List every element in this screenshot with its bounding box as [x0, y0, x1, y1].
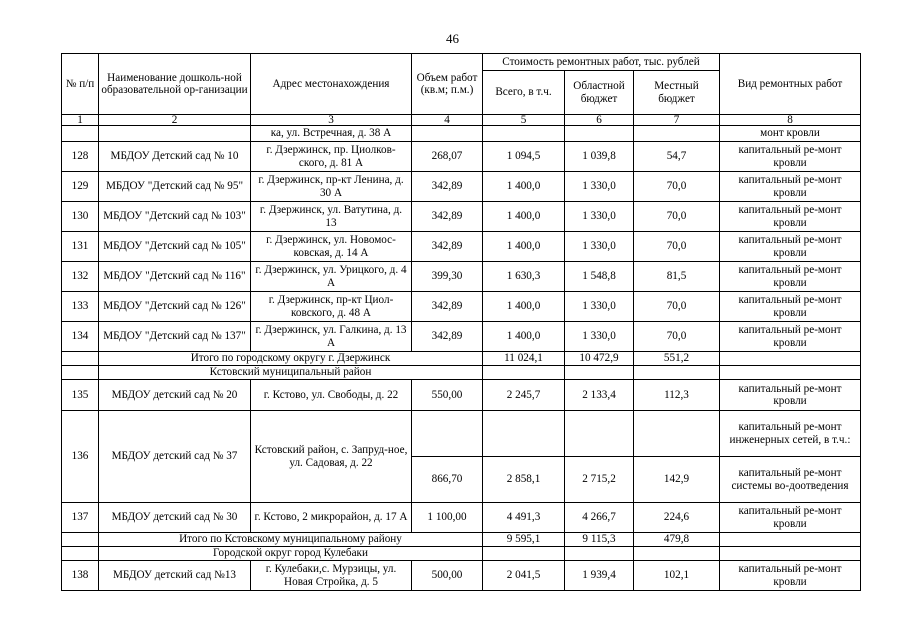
cell-volume: 268,07 — [412, 142, 483, 172]
section-row — [62, 366, 861, 380]
cell-name: МБДОУ "Детский сад № 126" — [99, 292, 251, 322]
cell-name: МБДОУ "Детский сад № 105" — [99, 232, 251, 262]
header-address: Адрес местонахождения — [251, 54, 412, 115]
cell-address: г. Дзержинск, ул. Новомос-ковская, д. 14 А — [251, 232, 412, 262]
cell-kind — [720, 533, 861, 547]
cell-local: 81,5 — [634, 262, 720, 292]
cell-volume: 399,30 — [412, 262, 483, 292]
header-kind: Вид ремонтных работ — [720, 54, 861, 115]
cell-name: МБДОУ "Детский сад № 137" — [99, 322, 251, 352]
cell-volume — [412, 126, 483, 142]
table-row — [62, 380, 861, 411]
cell-num: 138 — [62, 561, 99, 591]
cell-kind: капитальный ре-монт кровли — [720, 380, 861, 411]
cell-num — [62, 366, 99, 380]
cell-total: 1 400,0 — [483, 292, 565, 322]
section-row — [62, 547, 861, 561]
column-number: 5 — [483, 115, 565, 126]
column-number-row — [62, 115, 861, 126]
cell-num: 133 — [62, 292, 99, 322]
cell-regional — [565, 547, 634, 561]
cell-local: 54,7 — [634, 142, 720, 172]
table-row — [62, 232, 861, 262]
column-number: 6 — [565, 115, 634, 126]
cell-volume: 342,89 — [412, 322, 483, 352]
cell-num: 128 — [62, 142, 99, 172]
cell-num: 131 — [62, 232, 99, 262]
cell-num: 135 — [62, 380, 99, 411]
cell-regional: 1 330,0 — [565, 322, 634, 352]
total-label: Итого по Кстовскому муниципальному району — [99, 533, 483, 547]
cell-regional: 1 039,8 — [565, 142, 634, 172]
column-number: 7 — [634, 115, 720, 126]
cell-num — [62, 533, 99, 547]
cell-total: 2 041,5 — [483, 561, 565, 591]
cell-address: ка, ул. Встречная, д. 38 А — [251, 126, 412, 142]
cell-num — [62, 126, 99, 142]
cell-regional — [565, 126, 634, 142]
cell-total: 11 024,1 — [483, 352, 565, 366]
cell-total: 9 595,1 — [483, 533, 565, 547]
table-row — [62, 561, 861, 591]
table-row — [62, 262, 861, 292]
cell-total: 1 400,0 — [483, 232, 565, 262]
cell-address: г. Дзержинск, пр. Циолков-ского, д. 81 А — [251, 142, 412, 172]
cell-kind: капитальный ре-монт кровли — [720, 232, 861, 262]
cell-volume: 342,89 — [412, 202, 483, 232]
cell-local — [634, 411, 720, 457]
cell-total — [483, 126, 565, 142]
cell-kind: капитальный ре-монт системы во-доотведения — [720, 457, 861, 503]
cell-regional: 4 266,7 — [565, 503, 634, 533]
cell-name: МБДОУ "Детский сад № 95" — [99, 172, 251, 202]
cell-name: МБДОУ детский сад № 37 — [99, 411, 251, 503]
table-row — [62, 322, 861, 352]
cell-total: 1 094,5 — [483, 142, 565, 172]
cell-kind: капитальный ре-монт кровли — [720, 202, 861, 232]
cell-local: 142,9 — [634, 457, 720, 503]
cell-address: Кстовский район, с. Запруд-ное, ул. Садовая, д. 22 — [251, 411, 412, 503]
cell-total: 1 400,0 — [483, 172, 565, 202]
cell-volume: 866,70 — [412, 457, 483, 503]
cell-address: г. Кулебаки,с. Мурзицы, ул. Новая Стройка, д. 5 — [251, 561, 412, 591]
header-num: № п/п — [62, 54, 99, 115]
header-name: Наименование дошколь-ной образовательной ор-ганизации — [99, 54, 251, 115]
header-total: Всего, в т.ч. — [483, 71, 565, 115]
cell-local: 479,8 — [634, 533, 720, 547]
cell-local: 112,3 — [634, 380, 720, 411]
cell-kind: капитальный ре-монт кровли — [720, 503, 861, 533]
cell-local — [634, 547, 720, 561]
table-row — [62, 142, 861, 172]
section-label: Кстовский муниципальный район — [99, 366, 483, 380]
cell-local: 70,0 — [634, 202, 720, 232]
cell-address: г. Дзержинск, пр-кт Циол-ковского, д. 48 А — [251, 292, 412, 322]
total-row — [62, 352, 861, 366]
cell-num: 129 — [62, 172, 99, 202]
cell-kind — [720, 547, 861, 561]
cell-name: МБДОУ детский сад №13 — [99, 561, 251, 591]
cell-local: 70,0 — [634, 292, 720, 322]
cell-total: 1 400,0 — [483, 202, 565, 232]
header-regional: Областной бюджет — [565, 71, 634, 115]
continuation-row — [62, 126, 861, 142]
cell-kind: капитальный ре-монт кровли — [720, 142, 861, 172]
cell-volume: 342,89 — [412, 232, 483, 262]
cell-kind: капитальный ре-монт кровли — [720, 172, 861, 202]
cell-num: 134 — [62, 322, 99, 352]
cell-regional: 2 133,4 — [565, 380, 634, 411]
cell-address: г. Кстово, 2 микрорайон, д. 17 А — [251, 503, 412, 533]
cell-regional: 1 330,0 — [565, 292, 634, 322]
cell-kind: капитальный ре-монт инженерных сетей, в т.ч.: — [720, 411, 861, 457]
cell-num: 137 — [62, 503, 99, 533]
cell-regional — [565, 411, 634, 457]
cell-kind: капитальный ре-монт кровли — [720, 292, 861, 322]
cell-regional: 9 115,3 — [565, 533, 634, 547]
cell-volume: 342,89 — [412, 292, 483, 322]
table-row — [62, 503, 861, 533]
cell-regional: 1 330,0 — [565, 232, 634, 262]
cell-total: 2 245,7 — [483, 380, 565, 411]
cell-kind: капитальный ре-монт кровли — [720, 322, 861, 352]
cell-local: 70,0 — [634, 322, 720, 352]
cell-volume — [412, 411, 483, 457]
table-row — [62, 411, 861, 457]
cell-num — [62, 547, 99, 561]
page-number: 46 — [446, 31, 459, 46]
cell-name: МБДОУ "Детский сад № 116" — [99, 262, 251, 292]
cell-kind: капитальный ре-монт кровли — [720, 561, 861, 591]
cell-name: МБДОУ Детский сад № 10 — [99, 142, 251, 172]
cell-num: 130 — [62, 202, 99, 232]
cell-kind: капитальный ре-монт кровли — [720, 262, 861, 292]
table-row — [62, 202, 861, 232]
cell-kind — [720, 352, 861, 366]
cell-regional: 1 548,8 — [565, 262, 634, 292]
cell-address: г. Дзержинск, ул. Ватутина, д. 13 — [251, 202, 412, 232]
cell-total: 1 400,0 — [483, 322, 565, 352]
cell-local: 70,0 — [634, 172, 720, 202]
cell-num: 132 — [62, 262, 99, 292]
cell-address: г. Дзержинск, пр-кт Ленина, д. 30 А — [251, 172, 412, 202]
cell-name: МБДОУ детский сад № 30 — [99, 503, 251, 533]
cell-num: 136 — [62, 411, 99, 503]
cell-regional: 1 330,0 — [565, 202, 634, 232]
cell-local — [634, 366, 720, 380]
header-local: Местный бюджет — [634, 71, 720, 115]
cell-total: 1 630,3 — [483, 262, 565, 292]
cell-total — [483, 547, 565, 561]
total-row — [62, 533, 861, 547]
cell-kind — [720, 366, 861, 380]
cell-total — [483, 411, 565, 457]
cell-name — [99, 126, 251, 142]
cell-local — [634, 126, 720, 142]
table-row — [62, 172, 861, 202]
header-cost-group: Стоимость ремонтных работ, тыс. рублей — [483, 54, 720, 71]
cell-regional: 1 939,4 — [565, 561, 634, 591]
section-label: Городской округ город Кулебаки — [99, 547, 483, 561]
cell-regional — [565, 366, 634, 380]
cell-name: МБДОУ "Детский сад № 103" — [99, 202, 251, 232]
cell-regional: 2 715,2 — [565, 457, 634, 503]
repair-works-table — [61, 53, 861, 591]
total-label: Итого по городскому округу г. Дзержинск — [99, 352, 483, 366]
table-row — [62, 292, 861, 322]
cell-volume: 550,00 — [412, 380, 483, 411]
cell-regional: 1 330,0 — [565, 172, 634, 202]
cell-name: МБДОУ детский сад № 20 — [99, 380, 251, 411]
cell-volume: 342,89 — [412, 172, 483, 202]
column-number: 8 — [720, 115, 861, 126]
cell-volume: 1 100,00 — [412, 503, 483, 533]
cell-volume: 500,00 — [412, 561, 483, 591]
cell-total: 2 858,1 — [483, 457, 565, 503]
cell-total: 4 491,3 — [483, 503, 565, 533]
column-number: 1 — [62, 115, 99, 126]
cell-address: г. Дзержинск, ул. Галкина, д. 13 А — [251, 322, 412, 352]
column-number: 2 — [99, 115, 251, 126]
column-number: 3 — [251, 115, 412, 126]
header-row — [62, 54, 861, 71]
cell-local: 551,2 — [634, 352, 720, 366]
cell-local: 70,0 — [634, 232, 720, 262]
cell-total — [483, 366, 565, 380]
cell-num — [62, 352, 99, 366]
cell-kind: монт кровли — [720, 126, 861, 142]
cell-local: 102,1 — [634, 561, 720, 591]
column-number: 4 — [412, 115, 483, 126]
header-volume: Объем работ (кв.м; п.м.) — [412, 54, 483, 115]
cell-regional: 10 472,9 — [565, 352, 634, 366]
cell-address: г. Дзержинск, ул. Урицкого, д. 4 А — [251, 262, 412, 292]
cell-address: г. Кстово, ул. Свободы, д. 22 — [251, 380, 412, 411]
cell-local: 224,6 — [634, 503, 720, 533]
